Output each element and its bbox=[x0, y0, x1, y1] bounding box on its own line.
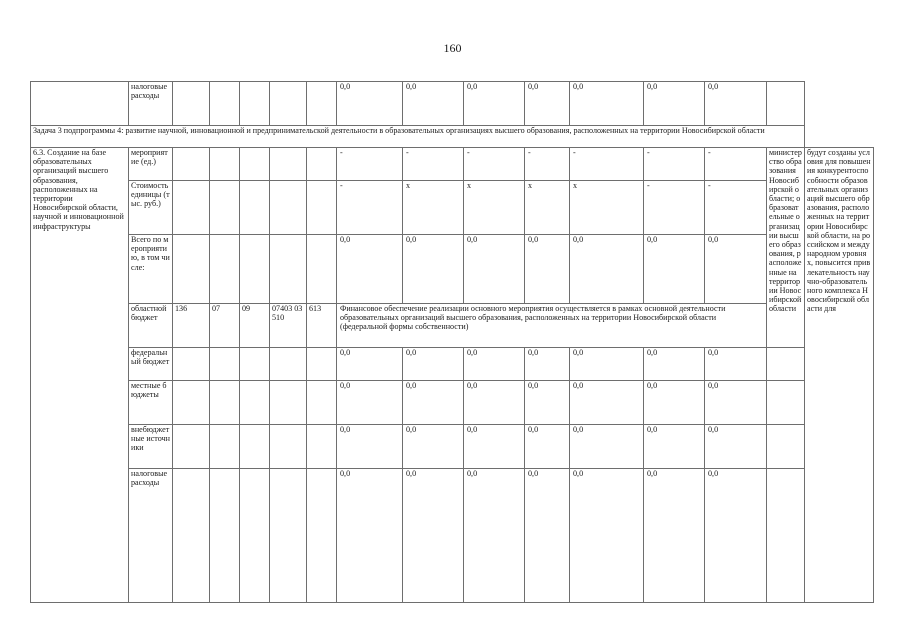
task-row bbox=[31, 126, 874, 148]
table-cell bbox=[307, 148, 337, 181]
table-cell bbox=[240, 82, 270, 126]
value-cell: 0,0 bbox=[403, 348, 464, 381]
value-cell: 0,0 bbox=[337, 348, 403, 381]
table-cell bbox=[210, 469, 240, 603]
gr-code: 136 bbox=[173, 304, 210, 348]
table-cell bbox=[270, 235, 307, 304]
table-cell bbox=[173, 82, 210, 126]
table-cell bbox=[270, 381, 307, 425]
value-cell: x bbox=[525, 181, 570, 235]
value-cell: - bbox=[705, 181, 767, 235]
row-label: внебюджетные источники bbox=[129, 425, 173, 469]
value-cell: 0,0 bbox=[644, 348, 705, 381]
value-cell: 0,0 bbox=[705, 381, 767, 425]
table-row bbox=[31, 235, 874, 304]
pr-code: 09 bbox=[240, 304, 270, 348]
table-cell bbox=[210, 181, 240, 235]
value-cell: 0,0 bbox=[644, 82, 705, 126]
executor-cell: министерство образования Новосибирской области; образовательные организации высшего образования, расположенные на территории Новосибирской области bbox=[767, 148, 805, 348]
task-heading: Задача 3 подпрограммы 4: развитие научной, инновационной и предпринимательской деятельности в образовательных организациях высшего образования, расположенных на территории Новосибирской области bbox=[31, 126, 805, 148]
table-cell bbox=[270, 425, 307, 469]
value-cell: 0,0 bbox=[644, 469, 705, 603]
table-row bbox=[31, 425, 874, 469]
table-row bbox=[31, 148, 874, 181]
table-cell bbox=[307, 82, 337, 126]
program-table bbox=[30, 81, 874, 603]
value-cell: 0,0 bbox=[644, 425, 705, 469]
value-cell: x bbox=[570, 181, 644, 235]
table-cell bbox=[31, 82, 129, 126]
table-cell bbox=[240, 425, 270, 469]
table-cell bbox=[210, 425, 240, 469]
value-cell: x bbox=[403, 181, 464, 235]
table-cell bbox=[210, 381, 240, 425]
row-label: Всего по мероприятию, в том числе: bbox=[129, 235, 173, 304]
value-cell: 0,0 bbox=[464, 235, 525, 304]
value-cell: 0,0 bbox=[525, 425, 570, 469]
row-label: налоговые расходы bbox=[129, 469, 173, 603]
csr-code: 07403 03510 bbox=[270, 304, 307, 348]
value-cell: 0,0 bbox=[403, 381, 464, 425]
value-cell: - bbox=[464, 148, 525, 181]
table-cell bbox=[767, 469, 805, 603]
value-cell: 0,0 bbox=[705, 235, 767, 304]
value-cell: 0,0 bbox=[337, 381, 403, 425]
value-cell: - bbox=[644, 148, 705, 181]
value-cell: 0,0 bbox=[705, 469, 767, 603]
value-cell: 0,0 bbox=[464, 425, 525, 469]
table-cell bbox=[767, 82, 805, 126]
value-cell: 0,0 bbox=[403, 235, 464, 304]
table-row bbox=[31, 82, 874, 126]
row-label: мероприятие (ед.) bbox=[129, 148, 173, 181]
value-cell: 0,0 bbox=[570, 425, 644, 469]
table-cell bbox=[173, 469, 210, 603]
value-cell: 0,0 bbox=[464, 381, 525, 425]
value-cell: 0,0 bbox=[525, 381, 570, 425]
table-cell bbox=[767, 381, 805, 425]
table-cell bbox=[307, 469, 337, 603]
table-row bbox=[31, 304, 874, 348]
value-cell: 0,0 bbox=[705, 425, 767, 469]
value-cell: - bbox=[525, 148, 570, 181]
table-cell bbox=[307, 235, 337, 304]
page-number: 160 bbox=[443, 41, 462, 55]
table-cell bbox=[270, 181, 307, 235]
value-cell: 0,0 bbox=[570, 348, 644, 381]
table-cell bbox=[240, 348, 270, 381]
value-cell: 0,0 bbox=[705, 348, 767, 381]
value-cell: 0,0 bbox=[403, 469, 464, 603]
value-cell: 0,0 bbox=[337, 235, 403, 304]
value-cell: - bbox=[570, 148, 644, 181]
table-cell bbox=[173, 181, 210, 235]
table-cell bbox=[307, 425, 337, 469]
table-cell bbox=[173, 425, 210, 469]
value-cell: 0,0 bbox=[570, 82, 644, 126]
table-cell bbox=[270, 469, 307, 603]
value-cell: 0,0 bbox=[464, 82, 525, 126]
value-cell: 0,0 bbox=[570, 381, 644, 425]
value-cell: 0,0 bbox=[464, 469, 525, 603]
value-cell: 0,0 bbox=[644, 381, 705, 425]
value-cell: 0,0 bbox=[525, 82, 570, 126]
result-cell: будут созданы условия для повышения конкурентоспособности образовательных организаций высшего образования, расположенных на территории Новосибирской области, на российском и международном уровнях, повысится привлекательность научно-образовательного комплекса Новосибирской области для bbox=[805, 148, 874, 603]
value-cell: - bbox=[705, 148, 767, 181]
row-label: Стоимость единицы (тыс. руб.) bbox=[129, 181, 173, 235]
table-cell bbox=[210, 148, 240, 181]
table-cell bbox=[240, 235, 270, 304]
table-cell bbox=[767, 425, 805, 469]
row-label: налоговые расходы bbox=[129, 82, 173, 126]
rz-code: 07 bbox=[210, 304, 240, 348]
table-cell bbox=[210, 348, 240, 381]
table-cell bbox=[767, 348, 805, 381]
row-label: федеральный бюджет bbox=[129, 348, 173, 381]
table-cell bbox=[240, 148, 270, 181]
value-cell: 0,0 bbox=[403, 82, 464, 126]
value-cell: - bbox=[644, 181, 705, 235]
table-cell bbox=[307, 381, 337, 425]
event-name: 6.3. Создание на базе образовательных организаций высшего образования, расположенных на территории Новосибирской области, научной и инновационной инфраструктуры bbox=[31, 148, 129, 603]
value-cell: 0,0 bbox=[464, 348, 525, 381]
table-cell bbox=[270, 148, 307, 181]
table-row bbox=[31, 348, 874, 381]
value-cell: 0,0 bbox=[337, 82, 403, 126]
table-cell bbox=[173, 235, 210, 304]
value-cell: 0,0 bbox=[403, 425, 464, 469]
table-cell bbox=[173, 348, 210, 381]
value-cell: 0,0 bbox=[525, 348, 570, 381]
table-cell bbox=[210, 235, 240, 304]
value-cell: 0,0 bbox=[337, 469, 403, 603]
value-cell: x bbox=[464, 181, 525, 235]
value-cell: 0,0 bbox=[570, 469, 644, 603]
value-cell: 0,0 bbox=[705, 82, 767, 126]
value-cell: - bbox=[337, 181, 403, 235]
value-cell: 0,0 bbox=[525, 469, 570, 603]
value-cell: 0,0 bbox=[570, 235, 644, 304]
table-cell bbox=[307, 348, 337, 381]
funding-note: Финансовое обеспечение реализации основного мероприятия осуществляется в рамках основной деятельности образовательных организаций высшего образования, расположенных на территории Новосибирской области (федеральной формы собственности) bbox=[337, 304, 767, 348]
table-cell bbox=[173, 381, 210, 425]
table-cell bbox=[240, 469, 270, 603]
value-cell: - bbox=[403, 148, 464, 181]
vr-code: 613 bbox=[307, 304, 337, 348]
row-label: областной бюджет bbox=[129, 304, 173, 348]
table-cell bbox=[270, 82, 307, 126]
value-cell: - bbox=[337, 148, 403, 181]
table-cell bbox=[240, 181, 270, 235]
value-cell: 0,0 bbox=[644, 235, 705, 304]
table-row bbox=[31, 469, 874, 603]
table-cell bbox=[240, 381, 270, 425]
table-cell bbox=[270, 348, 307, 381]
table-cell bbox=[173, 148, 210, 181]
table-cell bbox=[307, 181, 337, 235]
value-cell: 0,0 bbox=[337, 425, 403, 469]
row-label: местные бюджеты bbox=[129, 381, 173, 425]
value-cell: 0,0 bbox=[525, 235, 570, 304]
table-cell bbox=[210, 82, 240, 126]
table-row bbox=[31, 381, 874, 425]
table-row bbox=[31, 181, 874, 235]
